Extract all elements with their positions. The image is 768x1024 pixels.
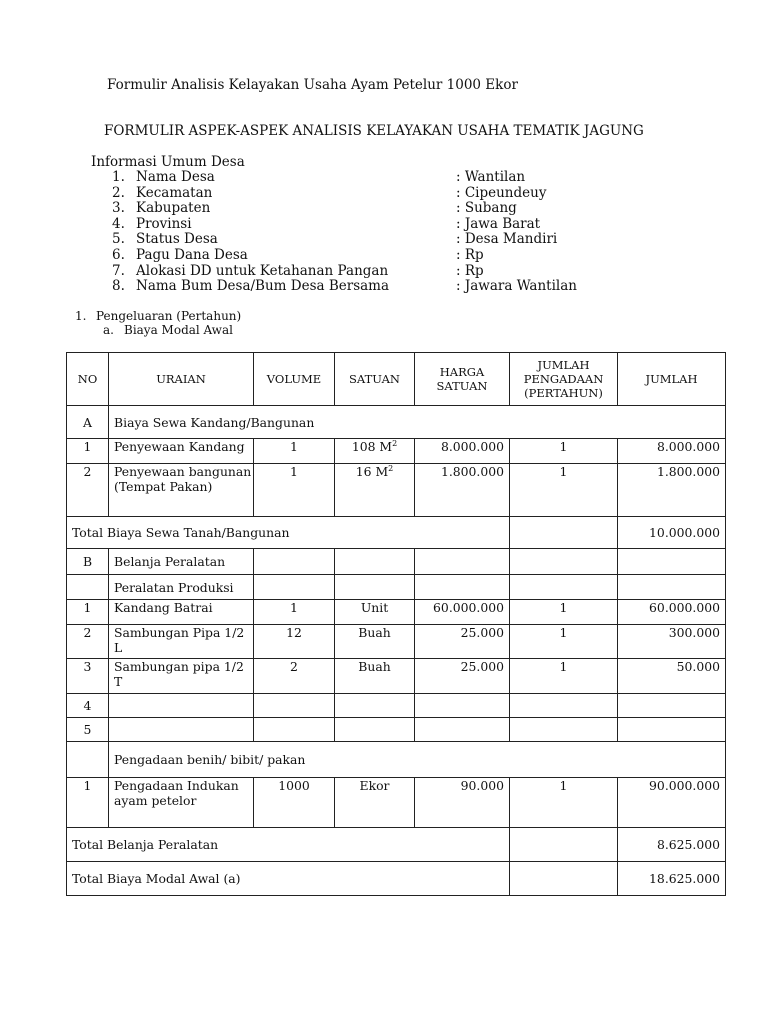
info-item <box>112 217 577 233</box>
cell-empty <box>254 575 335 600</box>
cell-volume: 1 <box>254 600 335 625</box>
superscript: 2 <box>388 464 394 473</box>
section-num: 1. <box>75 309 87 323</box>
header-pengadaan-line: PENGADAAN <box>523 372 604 386</box>
subgroup-label: Peralatan Produksi <box>109 575 254 600</box>
satuan-text: 108 M <box>351 439 393 454</box>
cell-satuan <box>335 439 415 464</box>
table-row <box>67 464 726 517</box>
group-no: A <box>67 406 109 439</box>
cell-uraian: Penyewaan Kandang <box>109 439 254 464</box>
header-volume: VOLUME <box>254 353 335 406</box>
cell-empty <box>510 575 618 600</box>
group-row <box>67 406 726 439</box>
cell-empty <box>335 575 415 600</box>
cell-uraian: Penyewaan bangunan (Tempat Pakan) <box>109 464 254 517</box>
info-label: Provinsi <box>136 215 192 232</box>
header-jumlah-pengadaan <box>510 353 618 406</box>
header-harga-line: HARGA <box>439 365 485 379</box>
table-row <box>67 625 726 659</box>
cell-no: 1 <box>67 778 109 828</box>
cell-satuan: Unit <box>335 600 415 625</box>
group-no: B <box>67 549 109 575</box>
table-row <box>67 778 726 828</box>
cell-volume: 1000 <box>254 778 335 828</box>
info-value: : Desa Mandiri <box>456 231 558 248</box>
cell-empty <box>510 517 618 549</box>
info-item <box>112 248 577 264</box>
header-satuan: SATUAN <box>335 353 415 406</box>
header-harga <box>415 353 510 406</box>
cell-empty <box>510 862 618 896</box>
subgroup-label: Pengadaan benih/ bibit/ pakan <box>109 742 726 778</box>
info-num: 7. <box>112 262 125 279</box>
cell-pengadaan: 1 <box>510 625 618 659</box>
cell-satuan: Ekor <box>335 778 415 828</box>
cell-pengadaan: 1 <box>510 778 618 828</box>
info-num: 1. <box>112 169 125 185</box>
header-jumlah: JUMLAH <box>618 353 726 406</box>
cell-harga: 60.000.000 <box>415 600 510 625</box>
cell-satuan: Buah <box>335 625 415 659</box>
cell-harga: 90.000 <box>415 778 510 828</box>
info-num: 2. <box>112 184 125 201</box>
subgroup-row <box>67 575 726 600</box>
info-value: : Jawa Barat <box>456 215 541 232</box>
cell-harga: 25.000 <box>415 659 510 694</box>
info-value: : Cipeundeuy <box>456 184 547 201</box>
total-value: 10.000.000 <box>618 517 726 549</box>
cell-uraian: Sambungan pipa 1/2 T <box>109 659 254 694</box>
grand-total-label: Total Biaya Modal Awal (a) <box>67 862 510 896</box>
cell-empty <box>67 575 109 600</box>
cell-pengadaan: 1 <box>510 659 618 694</box>
cell-empty <box>510 694 618 718</box>
header-uraian: URAIAN <box>109 353 254 406</box>
total-row <box>67 517 726 549</box>
cell-empty <box>335 694 415 718</box>
cell-volume: 1 <box>254 464 335 517</box>
cell-harga: 25.000 <box>415 625 510 659</box>
header-pengadaan-line: JUMLAH <box>537 358 590 372</box>
cell-empty <box>510 549 618 575</box>
superscript: 2 <box>392 439 398 448</box>
cell-volume: 1 <box>254 439 335 464</box>
cell-jumlah: 8.000.000 <box>618 439 726 464</box>
satuan-text: 16 M <box>355 464 389 479</box>
cell-empty <box>510 828 618 862</box>
cell-no: 1 <box>67 439 109 464</box>
document-title: Formulir Analisis Kelayakan Usaha Ayam Petelur 1000 Ekor <box>107 77 518 93</box>
table-row <box>67 600 726 625</box>
info-value: : Jawara Wantilan <box>456 278 577 295</box>
total-label: Total Belanja Peralatan <box>67 828 510 862</box>
cell-empty <box>109 694 254 718</box>
info-item <box>112 186 577 202</box>
info-value: : Subang <box>456 200 517 217</box>
table-header-row <box>67 353 726 406</box>
cell-satuan: Buah <box>335 659 415 694</box>
cell-harga: 1.800.000 <box>415 464 510 517</box>
group-label: Biaya Sewa Kandang/Bangunan <box>109 406 726 439</box>
info-item <box>112 232 577 248</box>
cell-jumlah: 300.000 <box>618 625 726 659</box>
cell-no: 5 <box>67 718 109 742</box>
cell-empty <box>67 742 109 778</box>
info-item <box>112 264 577 280</box>
info-label: Nama Bum Desa/Bum Desa Bersama <box>136 278 390 295</box>
grand-total-value: 18.625.000 <box>618 862 726 896</box>
cell-empty <box>415 575 510 600</box>
cell-jumlah: 1.800.000 <box>618 464 726 517</box>
cell-uraian: Pengadaan Indukan ayam petelor <box>109 778 254 828</box>
cell-pengadaan: 1 <box>510 600 618 625</box>
info-num: 3. <box>112 200 125 217</box>
info-heading: Informasi Umum Desa <box>91 154 245 170</box>
cell-pengadaan: 1 <box>510 464 618 517</box>
cell-empty <box>109 718 254 742</box>
cell-empty <box>618 575 726 600</box>
info-value: : Wantilan <box>456 169 526 185</box>
cell-empty <box>415 694 510 718</box>
info-label: Status Desa <box>136 231 218 248</box>
info-value: : Rp <box>456 246 484 263</box>
cell-volume: 12 <box>254 625 335 659</box>
info-item <box>112 170 577 186</box>
cell-empty <box>254 694 335 718</box>
cell-no: 4 <box>67 694 109 718</box>
subsection-label: Biaya Modal Awal <box>124 323 233 337</box>
section-heading <box>75 309 241 323</box>
grand-total-row <box>67 862 726 896</box>
cell-satuan <box>335 464 415 517</box>
cell-harga: 8.000.000 <box>415 439 510 464</box>
group-label: Belanja Peralatan <box>109 549 254 575</box>
info-num: 4. <box>112 215 125 232</box>
group-row <box>67 549 726 575</box>
cell-no: 2 <box>67 464 109 517</box>
info-num: 6. <box>112 246 125 263</box>
info-item <box>112 279 577 295</box>
info-list <box>112 170 577 295</box>
cell-pengadaan: 1 <box>510 439 618 464</box>
info-label: Kabupaten <box>136 200 211 217</box>
cell-empty <box>335 718 415 742</box>
cell-empty <box>618 549 726 575</box>
subsection-num: a. <box>103 323 114 337</box>
cell-empty <box>510 718 618 742</box>
cell-jumlah: 90.000.000 <box>618 778 726 828</box>
subsection-heading <box>103 323 233 337</box>
info-label: Alokasi DD untuk Ketahanan Pangan <box>136 262 389 279</box>
cell-no: 1 <box>67 600 109 625</box>
info-num: 8. <box>112 278 125 295</box>
info-value: : Rp <box>456 262 484 279</box>
cell-jumlah: 60.000.000 <box>618 600 726 625</box>
header-pengadaan-line: (PERTAHUN) <box>524 386 603 400</box>
cell-empty <box>415 549 510 575</box>
cell-empty <box>254 549 335 575</box>
table-row <box>67 694 726 718</box>
cell-empty <box>415 718 510 742</box>
cell-no: 2 <box>67 625 109 659</box>
info-label: Pagu Dana Desa <box>136 246 248 263</box>
subgroup-row <box>67 742 726 778</box>
header-no: NO <box>67 353 109 406</box>
header-harga-line: SATUAN <box>436 379 488 393</box>
total-value: 8.625.000 <box>618 828 726 862</box>
cell-no: 3 <box>67 659 109 694</box>
cell-empty <box>618 718 726 742</box>
cell-empty <box>618 694 726 718</box>
info-item <box>112 201 577 217</box>
table-row <box>67 718 726 742</box>
form-title: FORMULIR ASPEK-ASPEK ANALISIS KELAYAKAN USAHA TEMATIK JAGUNG <box>104 123 644 139</box>
cell-volume: 2 <box>254 659 335 694</box>
info-label: Nama Desa <box>136 169 215 185</box>
info-label: Kecamatan <box>136 184 213 201</box>
cell-empty <box>335 549 415 575</box>
cell-uraian: Sambungan Pipa 1/2 L <box>109 625 254 659</box>
info-num: 5. <box>112 231 125 248</box>
cell-empty <box>254 718 335 742</box>
cell-jumlah: 50.000 <box>618 659 726 694</box>
cost-table <box>66 352 726 896</box>
table-row <box>67 659 726 694</box>
section-label: Pengeluaran (Pertahun) <box>96 309 242 323</box>
total-row <box>67 828 726 862</box>
table-row <box>67 439 726 464</box>
cell-uraian: Kandang Batrai <box>109 600 254 625</box>
total-label: Total Biaya Sewa Tanah/Bangunan <box>67 517 510 549</box>
